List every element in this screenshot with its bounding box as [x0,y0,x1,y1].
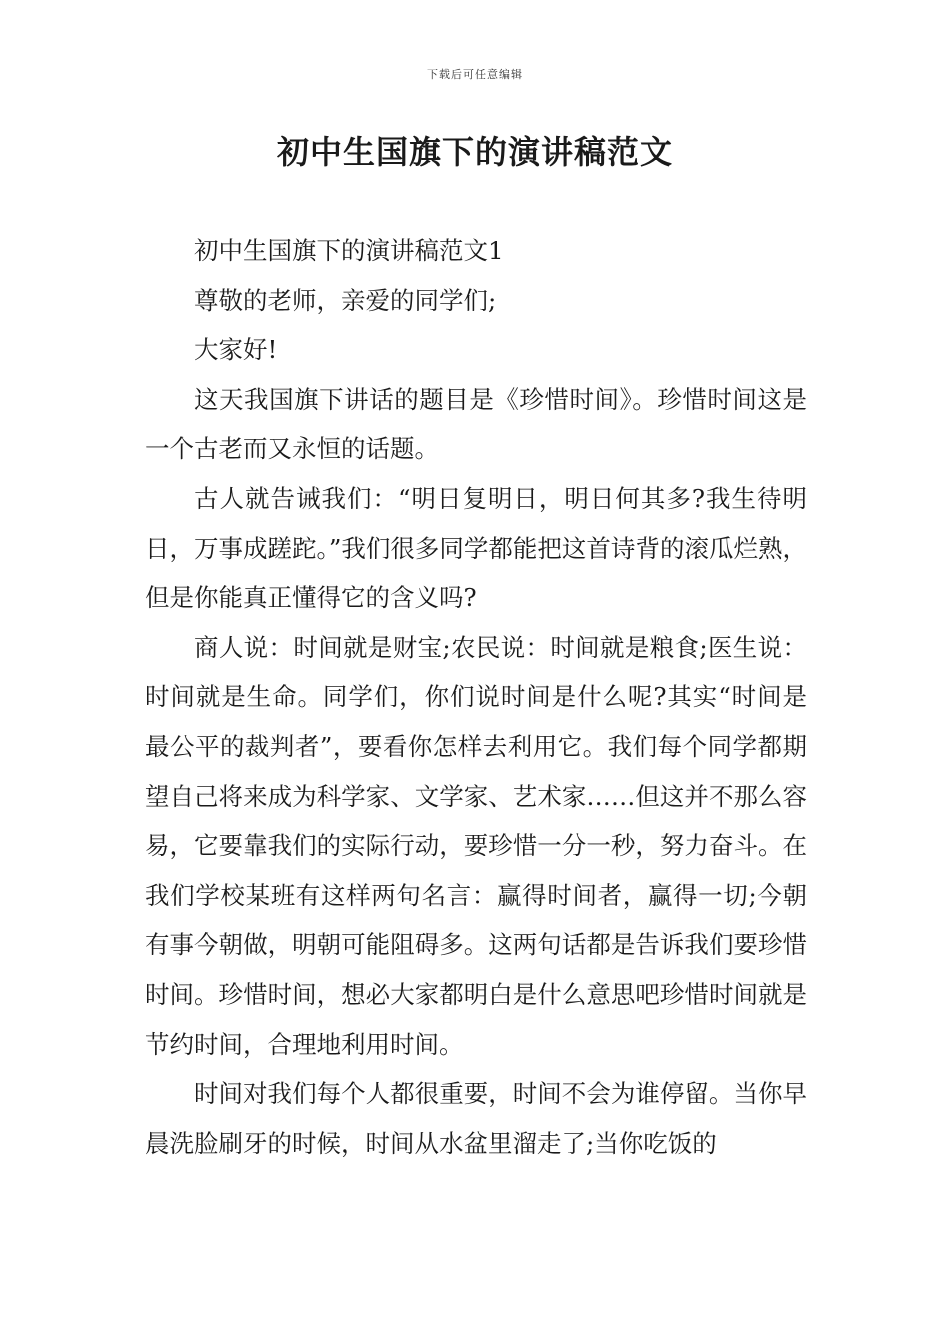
header-note: 下载后可任意编辑 [427,68,523,81]
paragraph-salutation: 尊敬的老师，亲爱的同学们; [194,285,497,315]
paragraph: 时间对我们每个人都很重要，时间不会为谁停留。当你早晨洗脸刷牙的时候，时间从水盆里溜走了;当你吃饭的 [145,1079,807,1158]
paragraph: 古人就告诫我们：“明日复明日，明日何其多?我生待明日，万事成蹉跎。”我们很多同学都能把这首诗背的滚瓜烂熟，但是你能真正懂得它的含义吗? [145,483,807,613]
paragraph: 商人说：时间就是财宝;农民说：时间就是粮食;医生说：时间就是生命。同学们，你们说时间是什么呢?其实“时间是最公平的裁判者”，要看你怎样去利用它。我们每个同学都期望自己将来成为科学家、文学家、艺术家……但这并不那么容易，它要靠我们的实际行动，要珍惜一分一秒，努力奋斗。在我们学校某班有这样两句名言：赢得时间者，赢得一切;今朝有事今朝做，明朝可能阻碍多。这两句话都是告诉我们要珍惜时间。珍惜时间，想必大家都明白是什么意思吧珍惜时间就是节约时间，合理地利用时间。 [145,632,807,1059]
document-title: 初中生国旗下的演讲稿范文 [276,133,673,171]
document-body [145,226,807,1168]
paragraph: 这天我国旗下讲话的题目是《珍惜时间》。珍惜时间这是一个古老而又永恒的话题。 [145,384,807,464]
paragraph-greeting: 大家好! [194,335,278,365]
paragraph-subtitle: 初中生国旗下的演讲稿范文1 [194,236,504,265]
